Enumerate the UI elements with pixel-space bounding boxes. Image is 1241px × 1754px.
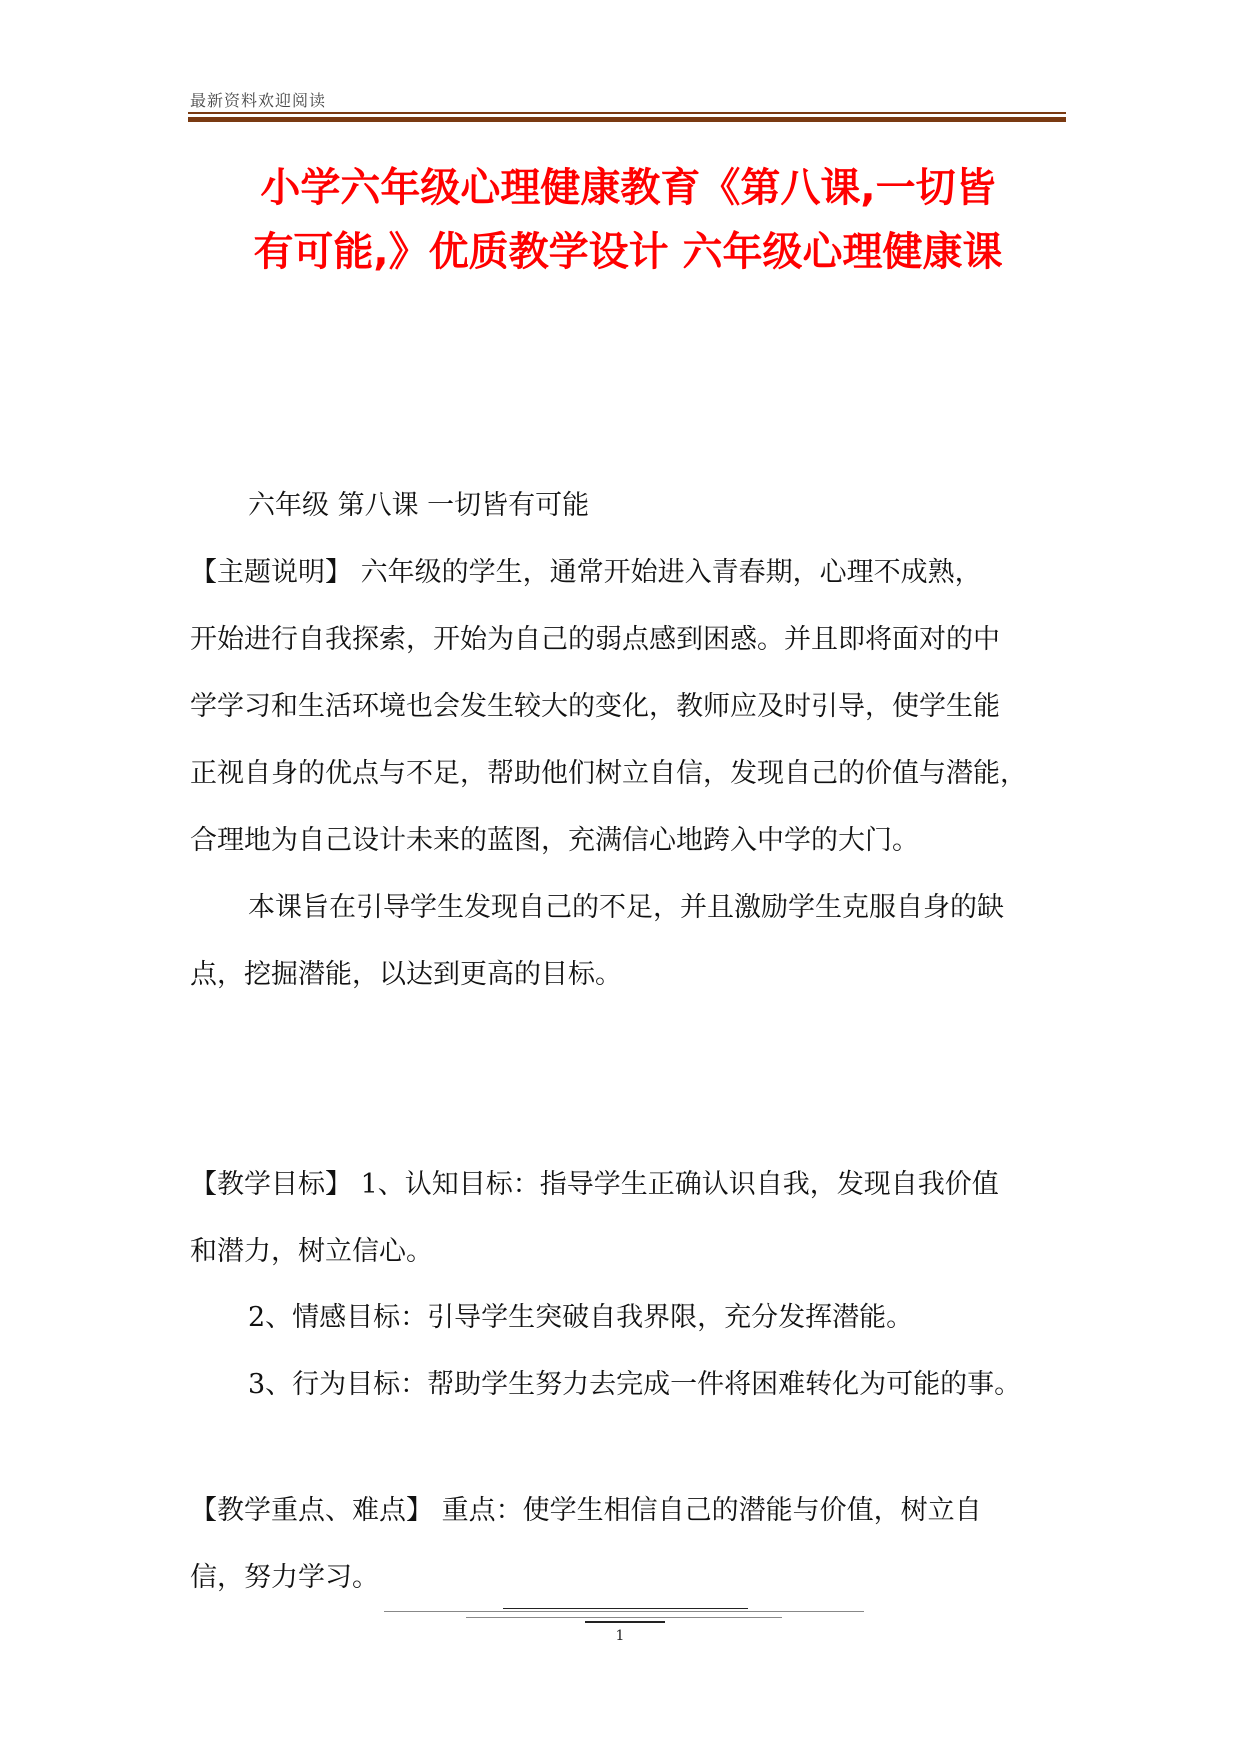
goals-paragraph-line: 【教学目标】 1、认知目标：指导学生正确认识自我，发现自我价值 <box>190 1169 999 1200</box>
goal-item: 3、行为目标：帮助学生努力去完成一件将困难转化为可能的事。 <box>248 1369 1022 1400</box>
key-points-line: 信，努力学习。 <box>190 1562 379 1593</box>
header-rule-thick <box>188 117 1066 122</box>
running-header: 最新资料欢迎阅读 <box>190 91 327 110</box>
theme-paragraph-line: 学学习和生活环境也会发生较大的变化，教师应及时引导，使学生能 <box>190 691 1000 722</box>
purpose-paragraph-line: 点，挖掘潜能，以达到更高的目标。 <box>190 959 622 990</box>
header-rule-thin <box>188 112 1066 114</box>
theme-paragraph-line: 【主题说明】 六年级的学生，通常开始进入青春期，心理不成熟， <box>190 557 982 588</box>
goals-paragraph-line: 和潜力，树立信心。 <box>190 1236 433 1267</box>
key-points-line: 【教学重点、难点】 重点：使学生相信自己的潜能与价值，树立自 <box>190 1495 982 1526</box>
document-title <box>188 156 1068 284</box>
purpose-paragraph-line: 本课旨在引导学生发现自己的不足，并且激励学生克服自身的缺 <box>248 892 1004 923</box>
theme-paragraph-line: 合理地为自己设计未来的蓝图，充满信心地跨入中学的大门。 <box>190 825 919 856</box>
theme-paragraph-line: 正视自身的优点与不足，帮助他们树立自信，发现自己的价值与潜能， <box>190 758 1027 789</box>
footer-rule <box>585 1621 665 1623</box>
title-line-2: 有可能,》优质教学设计 六年级心理健康课 <box>253 229 1003 275</box>
footer-rule <box>503 1608 748 1609</box>
lesson-heading: 六年级 第八课 一切皆有可能 <box>248 490 590 521</box>
theme-paragraph-line: 开始进行自我探索，开始为自己的弱点感到困惑。并且即将面对的中 <box>190 624 1000 655</box>
footer-rule <box>384 1611 864 1612</box>
title-line-1: 小学六年级心理健康教育《第八课,一切皆 <box>260 165 996 211</box>
footer-rule <box>466 1617 782 1618</box>
goal-item: 2、情感目标：引导学生突破自我界限，充分发挥潜能。 <box>248 1302 914 1333</box>
page-number: 1 <box>615 1628 625 1644</box>
